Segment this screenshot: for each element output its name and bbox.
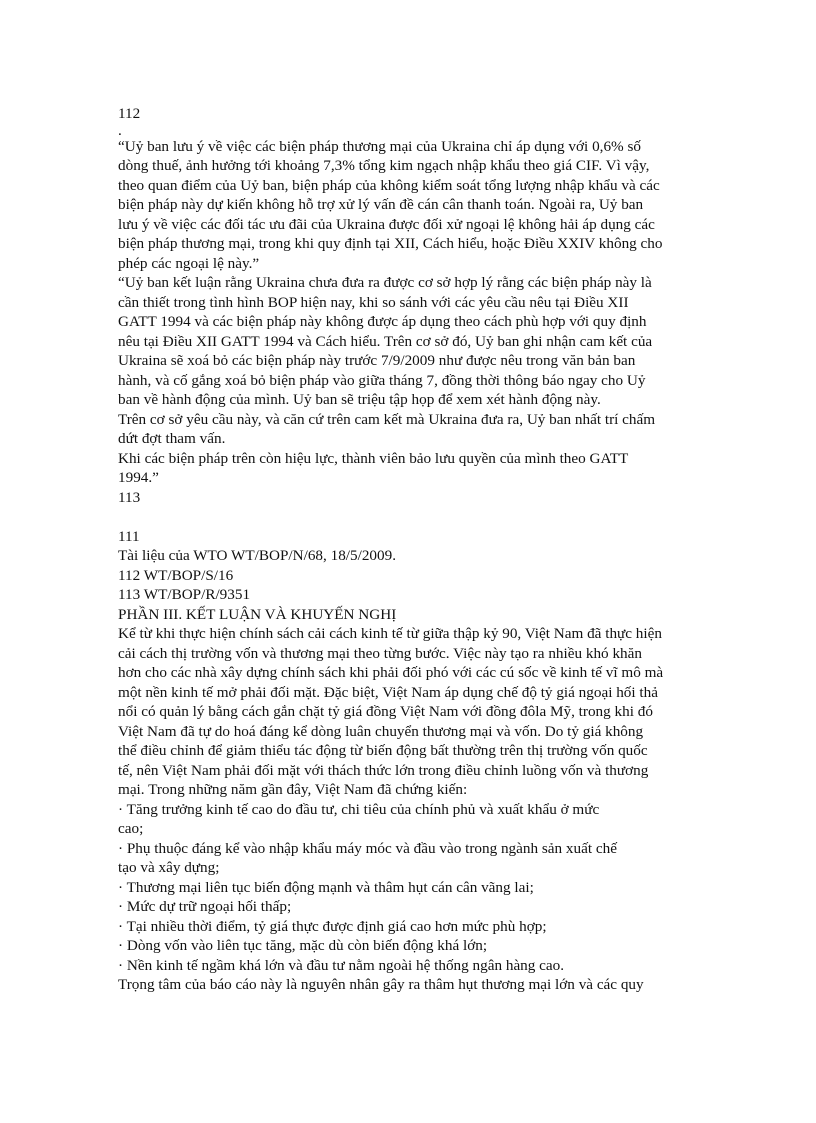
body-line: tế, nên Việt Nam phải đối mặt với thách thức lớn trong điều chỉnh luồng vốn và thương — [118, 761, 649, 779]
quote-line: 1994.” — [118, 469, 159, 486]
bullet-item: · Dòng vốn vào liên tục tăng, mặc dù còn biến động khá lớn; — [118, 937, 488, 954]
bullet-item: · Tăng trưởng kinh tế cao do đầu tư, chi tiêu của chính phủ và xuất khẩu ở mức — [118, 800, 600, 818]
bullet-item: · Tại nhiều thời điểm, tỷ giá thực được định giá cao hơn mức phù hợp; — [118, 917, 547, 935]
body-line: cải cách thị trường vốn và thương mại theo từng bước. Việc này tạo ra nhiều khó khăn — [118, 644, 642, 662]
footnote-number: 111 — [118, 527, 140, 545]
body-line: Việt Nam đã tự do hoá đáng kể dòng luân chuyển thương mại và vốn. Do tỷ giá không — [118, 722, 644, 740]
quote-line: “Uỷ ban lưu ý về việc các biện pháp thương mại của Ukraina chỉ áp dụng với 0,6% số — [118, 137, 642, 155]
bullet-item: · Nền kinh tế ngầm khá lớn và đầu tư nằm ngoài hệ thống ngân hàng cao. — [118, 956, 565, 974]
quote-line: Khi các biện pháp trên còn hiệu lực, thành viên bảo lưu quyền của mình theo GATT — [118, 449, 629, 467]
bullet-item: · Mức dự trữ ngoại hối thấp; — [118, 898, 292, 915]
quote-line: Trên cơ sở yêu cầu này, và căn cứ trên cam kết mà Ukraina đưa ra, Uỷ ban nhất trí chấm — [118, 410, 656, 428]
quote-line: biện pháp này dự kiến không hỗ trợ xử lý vấn đề cán cân thanh toán. Ngoài ra, Uỷ ban — [118, 196, 644, 213]
page-number: 112 — [118, 105, 141, 122]
section-heading: PHẦN III. KẾT LUẬN VÀ KHUYẾN NGHỊ — [118, 605, 397, 623]
body-line: Trọng tâm của báo cáo này là nguyên nhân gây ra thâm hụt thương mại lớn và các quy — [118, 976, 644, 993]
body-line: một nền kinh tế mở phải đối mặt. Đặc biệt, Việt Nam áp dụng chế độ tỷ giá ngoại hối thả — [118, 683, 658, 701]
footnote-text: 112 WT/BOP/S/16 — [118, 566, 234, 584]
quote-line: dòng thuế, ảnh hưởng tới khoảng 7,3% tổng kim ngạch nhập khẩu theo giá CIF. Vì vậy, — [118, 157, 650, 174]
body-line: thể điều chỉnh để giảm thiểu tác động từ biến động bất thường trên thị trường vốn quốc — [118, 742, 648, 759]
quote-line: phép các ngoại lệ này.” — [118, 254, 260, 272]
body-line: hơn cho các nhà xây dựng chính sách khi phải đối phó với các cú sốc về kinh tế vĩ mô mà — [118, 664, 664, 681]
bullet-item: tạo và xây dựng; — [118, 859, 220, 876]
quote-line: cần thiết trong tình hình BOP hiện nay, khi so sánh với các yêu cầu nêu tại Điều XII — [118, 293, 629, 311]
quote-line: nêu tại Điều XII GATT 1994 và Cách hiểu. Trên cơ sở đó, Uỷ ban ghi nhận cam kết của — [118, 332, 653, 350]
quote-line: theo quan điểm của Uỷ ban, biện pháp của không kiểm soát tổng lượng nhập khẩu và các — [118, 176, 660, 194]
footnote-text: 113 WT/BOP/R/9351 — [118, 586, 251, 603]
quote-line: hành, và cố gắng xoá bỏ biện pháp vào giữa tháng 7, đồng thời thông báo ngay cho Uỷ — [118, 371, 646, 389]
bullet-item: · Phụ thuộc đáng kể vào nhập khẩu máy móc và đầu vào trong ngành sản xuất chế — [118, 839, 617, 857]
footnote-text: Tài liệu của WTO WT/BOP/N/68, 18/5/2009. — [118, 547, 396, 564]
quote-line: “Uỷ ban kết luận rằng Ukraina chưa đưa ra được cơ sở hợp lý rằng các biện pháp này là — [118, 274, 652, 291]
quote-line: dứt đợt tham vấn. — [118, 430, 226, 447]
body-line: mại. Trong những năm gần đây, Việt Nam đã chứng kiến: — [118, 781, 468, 798]
quote-line: ban về hành động của mình. Uỷ ban sẽ triệu tập họp để xem xét hành động này. — [118, 391, 601, 408]
separator-dot: . — [118, 121, 122, 139]
quote-line: Ukraina sẽ xoá bỏ các biện pháp này trước 7/9/2009 như được nêu trong văn bản ban — [118, 352, 636, 369]
blank-line — [118, 507, 703, 527]
footnote-ref: 113 — [118, 488, 141, 506]
quote-line: lưu ý về việc các đối tác ưu đãi của Ukraina được đối xử ngoại lệ không hải áp dụng các — [118, 215, 655, 233]
quote-line: biện pháp thương mại, trong khi quy định tại XII, Cách hiểu, hoặc Điều XXIV không cho — [118, 235, 663, 252]
body-line: nổi có quản lý bằng cách gắn chặt tỷ giá đồng Việt Nam với đồng đôla Mỹ, trong khi đó — [118, 703, 653, 720]
document-page — [118, 104, 703, 995]
body-line: Kể từ khi thực hiện chính sách cải cách kinh tế từ giữa thập kỷ 90, Việt Nam đã thực hiện — [118, 625, 662, 642]
bullet-item: · Thương mại liên tục biến động mạnh và thâm hụt cán cân vãng lai; — [118, 878, 534, 896]
bullet-item: cao; — [118, 820, 144, 837]
quote-line: GATT 1994 và các biện pháp này không được áp dụng theo cách phù hợp với quy định — [118, 313, 647, 330]
